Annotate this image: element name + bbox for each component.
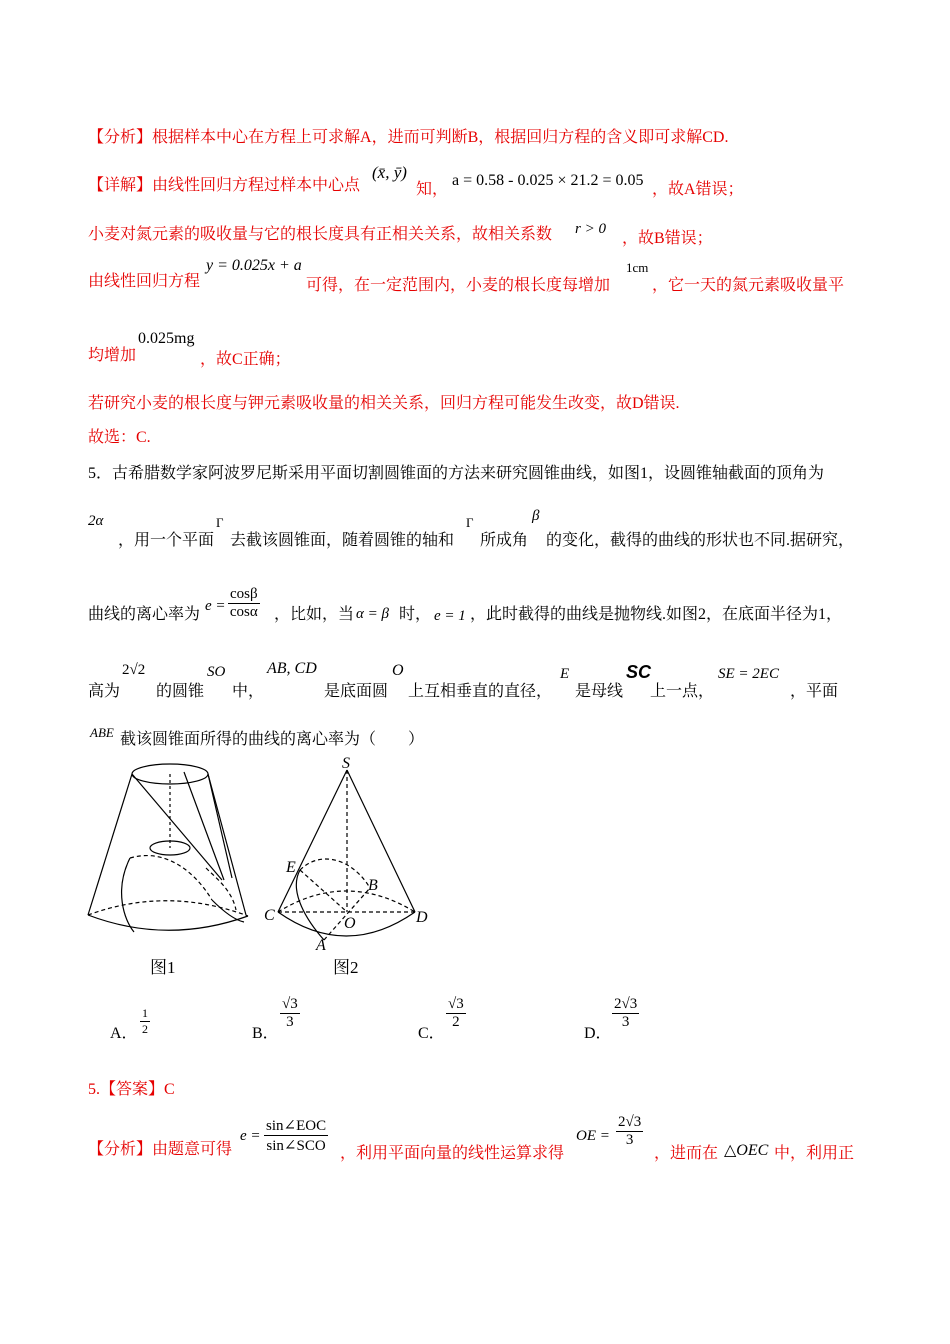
choice-text: 故选：C. xyxy=(88,429,151,446)
p5-l4-t3: 中， xyxy=(232,683,265,700)
p5-l4-t4: 是底面圆 xyxy=(324,683,389,700)
p5-l4-t2: 的圆锥 xyxy=(156,683,205,700)
figure2-caption: 图2 xyxy=(333,958,359,977)
option-a-fraction xyxy=(140,1006,150,1037)
formula-a: a = 0.58 - 0.025 × 21.2 = 0.05 xyxy=(452,172,644,189)
label-B: B xyxy=(368,877,378,894)
option-b-label: B． xyxy=(252,1025,279,1042)
analysis5-oe: OE = xyxy=(576,1128,610,1144)
p5-l5-t1: 截该圆锥面所得的曲线的离心率为（ ） xyxy=(120,731,425,748)
formula-r: r > 0 xyxy=(575,221,606,237)
value-mg: 0.025mg xyxy=(138,330,195,347)
math-e-eq: e = xyxy=(205,598,226,614)
detail-line xyxy=(88,176,360,196)
p5-l4-t8: ，平面 xyxy=(790,683,839,700)
line-d xyxy=(88,394,680,414)
option-b-fraction xyxy=(280,996,300,1031)
analysis5-den: sin∠SCO xyxy=(266,1138,326,1154)
analysis5-triangle: △OEC xyxy=(724,1142,769,1159)
line-c1-text-a: 由线性回归方程 xyxy=(88,273,201,290)
figure1-cones xyxy=(84,760,260,940)
analysis5-t3: ，进而在 xyxy=(654,1145,719,1162)
option-a-label: A． xyxy=(110,1025,138,1042)
ecc-den: cosα xyxy=(229,604,258,620)
ecc-fraction xyxy=(228,586,260,621)
option-b-num: √3 xyxy=(282,996,298,1012)
math-beta: β xyxy=(532,508,540,524)
problem5-line1 xyxy=(88,464,824,484)
choice-line xyxy=(88,428,151,448)
math-height: 2√2 xyxy=(122,662,146,678)
p5-l2-t2: 去截该圆锥面，随着圆锥的轴和 xyxy=(230,532,455,549)
option-c-den: 2 xyxy=(452,1014,460,1030)
line-c2 xyxy=(88,346,136,366)
math-O: O xyxy=(392,662,404,679)
math-gamma-2: Γ xyxy=(466,515,474,530)
line-b-text-a: 小麦对氮元素的吸收量与它的根长度具有正相关关系，故相关系数 xyxy=(88,226,553,243)
p5-l4-t1: 高为 xyxy=(88,683,121,700)
answer5-line xyxy=(88,1080,175,1100)
detail-tag: 【详解】 xyxy=(88,177,153,194)
option-d-den: 3 xyxy=(621,1014,630,1030)
math-gamma-1: Γ xyxy=(216,515,224,530)
detail-text-a: 由线性回归方程过样本中心点 xyxy=(152,177,361,194)
analysis5-e: e = xyxy=(240,1128,261,1144)
analysis5-tag: 【分析】 xyxy=(88,1141,153,1158)
option-c[interactable] xyxy=(418,1020,445,1043)
p5-l2-t1: ，用一个平面 xyxy=(118,532,215,549)
option-d-fraction xyxy=(612,996,639,1031)
ecc-num: cosβ xyxy=(230,586,258,602)
math-SC: SC xyxy=(626,662,652,682)
analysis5-t2: ，利用平面向量的线性运算求得 xyxy=(340,1145,565,1162)
formula-regression: y = 0.025x + a xyxy=(206,257,302,274)
p5-l3-t4: ，此时截得的曲线是抛物线.如图2，在底面半径为1， xyxy=(470,606,843,623)
line-c1 xyxy=(88,272,200,292)
analysis5-t1: 由题意可得 xyxy=(152,1141,233,1158)
label-O: O xyxy=(344,915,356,932)
p5-l4-t6: 是母线 xyxy=(575,683,624,700)
line-b xyxy=(88,225,552,245)
option-d-label: D． xyxy=(584,1025,612,1042)
option-a-den: 2 xyxy=(142,1022,148,1036)
option-c-fraction xyxy=(446,996,466,1031)
figure2-cone xyxy=(260,752,440,952)
label-A: A xyxy=(316,937,326,952)
p5-l3-t1: 曲线的离心率为 xyxy=(88,606,201,623)
math-E: E xyxy=(560,666,570,682)
option-a[interactable] xyxy=(110,1020,138,1043)
analysis-text: 根据样本中心在方程上可求解A，进而可判断B，根据回归方程的含义即可求解CD. xyxy=(152,129,729,146)
math-ABE: ABE xyxy=(90,725,114,740)
analysis5-oe-fraction xyxy=(616,1114,643,1149)
option-c-label: C． xyxy=(418,1025,445,1042)
label-S: S xyxy=(342,755,350,772)
problem5-line1-text: 5．古希腊数学家阿波罗尼斯采用平面切割圆锥面的方法来研究圆锥曲线，如图1，设圆锥轴截面的顶角为 xyxy=(88,465,825,482)
line-c2-text-b: ，故C正确； xyxy=(200,351,291,368)
math-2alpha: 2α xyxy=(88,513,104,529)
option-d-num: 2√3 xyxy=(614,996,638,1012)
math-SO: SO xyxy=(207,664,226,680)
line-d-text: 若研究小麦的根长度与钾元素吸收量的相关关系，回归方程可能发生改变，故D错误. xyxy=(88,395,680,412)
detail-text-c: ，故A错误； xyxy=(652,181,744,198)
option-a-num: 1 xyxy=(142,1006,148,1020)
analysis5-line xyxy=(88,1140,232,1160)
line-c1-text-b: 可得，在一定范围内，小麦的根长度每增加 xyxy=(306,277,611,294)
figure1-caption: 图1 xyxy=(150,958,176,977)
analysis5-t4: 中，利用正 xyxy=(774,1145,855,1162)
detail-text-b: 知， xyxy=(416,181,449,198)
p5-l2-t4: 的变化，截得的曲线的形状也不同.据研究， xyxy=(546,532,855,549)
option-c-num: √3 xyxy=(448,996,464,1012)
math-AB-CD: AB, CD xyxy=(267,660,317,677)
p5-l3-t2: ，比如，当 xyxy=(274,606,355,623)
unit-cm: 1cm xyxy=(626,260,649,275)
math-SE-2EC: SE = 2EC xyxy=(718,666,779,682)
sample-center-point: (x̄, ȳ) xyxy=(372,163,407,182)
label-C: C xyxy=(264,907,275,924)
math-e1: e = 1 xyxy=(434,608,466,624)
p5-l3-t3: 时， xyxy=(399,606,432,623)
math-alpha-beta: α = β xyxy=(356,606,389,622)
option-d[interactable] xyxy=(584,1020,612,1043)
line-c2-text-a: 均增加 xyxy=(88,347,137,364)
analysis5-num: sin∠EOC xyxy=(266,1118,327,1134)
answer5-text: 5.【答案】C xyxy=(88,1081,175,1098)
p5-l4-t5: 上互相垂直的直径， xyxy=(408,683,553,700)
line-b-text-b: ，故B错误； xyxy=(622,230,713,247)
analysis5-fraction xyxy=(264,1116,328,1155)
analysis5-oe-den: 3 xyxy=(625,1132,634,1148)
option-b-den: 3 xyxy=(286,1014,294,1030)
option-b[interactable] xyxy=(252,1020,279,1043)
label-E: E xyxy=(286,859,296,876)
analysis-tag: 【分析】 xyxy=(88,129,153,146)
p5-l2-t3: 所成角 xyxy=(480,532,529,549)
p5-l4-t7: 上一点， xyxy=(650,683,715,700)
analysis5-oe-num: 2√3 xyxy=(618,1114,642,1130)
line-c1-text-c: ，它一天的氮元素吸收量平 xyxy=(652,277,845,294)
label-D: D xyxy=(416,909,428,926)
analysis-line xyxy=(88,128,728,148)
